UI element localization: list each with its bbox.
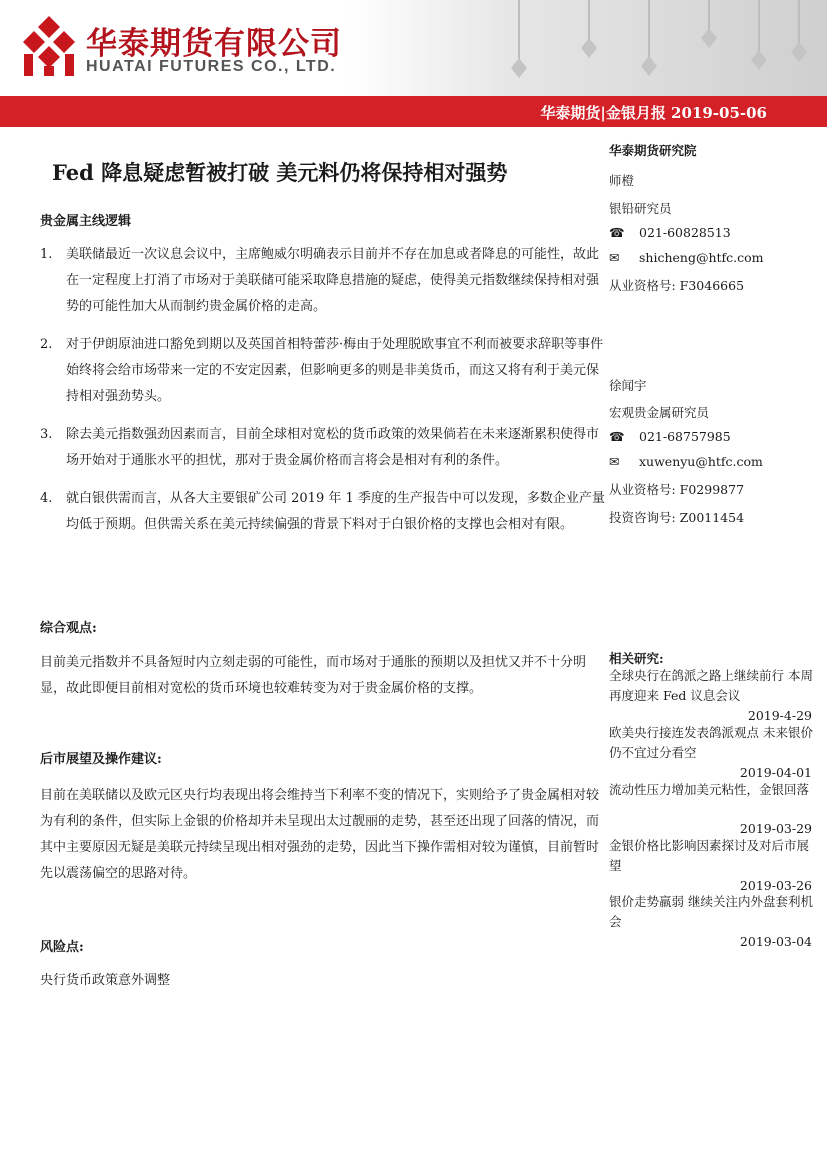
list-item — [40, 242, 610, 320]
outlook-text: 目前在美联储以及欧元区央行均表现出将会维持当下利率不变的情况下，实则给予了贵金属相对较为有利的条件，但实际上金银的价格却并未呈现出太过靓丽的走势，甚至还出现了回落的情况，而其中主要原因无疑是美联元持续呈现出相对强劲的走势，因此当下操作需相对较为谨慎，目前暂时先以震荡偏空的思路对待。 — [40, 788, 600, 881]
report-info-bar — [0, 96, 827, 127]
email-icon: ✉ — [609, 250, 620, 265]
analyst2-advisory: 投资咨询号: Z0011454 — [609, 510, 745, 525]
analyst2-license: 从业资格号: F0299877 — [609, 482, 745, 497]
analyst1-license: 从业资格号: F3046665 — [609, 278, 745, 293]
company-name-en: HUATAI FUTURES CO., LTD. — [86, 58, 337, 75]
related-item-date: 2019-03-04 — [739, 934, 812, 949]
huatai-logo-icon — [20, 14, 78, 76]
risk-text: 央行货币政策意外调整 — [40, 973, 171, 988]
logic-heading: 贵金属主线逻辑 — [40, 214, 132, 229]
related-item-date: 2019-03-29 — [739, 821, 812, 836]
analyst2-email-row — [609, 454, 763, 469]
list-number: 1. — [40, 247, 53, 262]
outlook-heading: 后市展望及操作建议: — [40, 752, 162, 767]
list-text: 除去美元指数强劲因素而言，目前全球相对宽松的货币政策的效果倘若在未来逐渐累积使得市场开始对于通胀水平的担忧，那对于贵金属价格而言将会是相对有利的条件。 — [66, 427, 600, 468]
related-item-date: 2019-4-29 — [747, 708, 812, 723]
risk-heading: 风险点: — [40, 940, 84, 955]
list-text: 美联储最近一次议息会议中，主席鲍威尔明确表示目前并不存在加息或者降息的可能性，故此在一定程度上打消了市场对于美联储可能采取降息措施的疑虑，使得美元指数继续保持相对强势的可能性加大从而制约贵金属价格的走高。 — [66, 247, 600, 314]
logic-list — [40, 242, 610, 538]
email-icon: ✉ — [609, 454, 620, 469]
analyst1-phone: 021-60828513 — [639, 225, 731, 240]
institute-name: 华泰期货研究院 — [609, 143, 697, 158]
list-number: 2. — [40, 337, 53, 352]
analyst2-role: 宏观贵金属研究员 — [609, 405, 710, 420]
header-decoration-icon — [497, 0, 827, 96]
analyst1-role: 银铅研究员 — [609, 201, 672, 216]
analyst1-name: 师橙 — [609, 173, 635, 188]
list-item — [40, 332, 610, 410]
analyst2-phone-row — [609, 429, 731, 444]
related-heading: 相关研究: — [609, 651, 664, 666]
list-text: 就白银供需而言，从各大主要银矿公司 2019 年 1 季度的生产报告中可以发现，多数企业产量均低于预期。但供需关系在美元持续偏强的背景下料对于白银价格的支撑也会相对有限。 — [66, 491, 605, 532]
related-item-title[interactable]: 欧美央行接连发表鸽派观点 未来银价仍不宜过分看空 — [609, 725, 813, 760]
list-item — [40, 422, 610, 474]
header-banner — [0, 0, 827, 96]
analyst1-email-row — [609, 250, 764, 265]
overview-heading: 综合观点: — [40, 621, 97, 636]
analyst2-name: 徐闻宇 — [609, 378, 647, 393]
report-info-text: 华泰期货|金银月报 2019-05-06 — [540, 104, 767, 122]
list-item — [40, 486, 610, 538]
overview-text: 目前美元指数并不具备短时内立刻走弱的可能性，而市场对于通胀的预期以及担忧又并不十分明显，故此即便目前相对宽松的货币环境也较难转变为对于贵金属价格的支撑。 — [40, 655, 587, 696]
analyst2-phone: 021-68757985 — [639, 429, 731, 444]
analyst1-email[interactable]: shicheng@htfc.com — [639, 250, 764, 265]
list-number: 4. — [40, 491, 53, 506]
analyst2-email[interactable]: xuwenyu@htfc.com — [639, 454, 763, 469]
related-item-date: 2019-04-01 — [739, 765, 812, 780]
related-item-title[interactable]: 银价走势羸弱 继续关注内外盘套利机会 — [609, 894, 813, 929]
related-item-title[interactable]: 全球央行在鸽派之路上继续前行 本周再度迎来 Fed 议息会议 — [609, 668, 813, 703]
list-number: 3. — [40, 427, 53, 442]
related-item-title[interactable]: 金银价格比影响因素探讨及对后市展望 — [609, 838, 810, 873]
company-name-cn: 华泰期货有限公司 — [86, 26, 342, 62]
list-text: 对于伊朗原油进口豁免到期以及英国首相特蕾莎·梅由于处理脱欧事宜不利而被要求辞职等事件始终将会给市场带来一定的不安定因素，但影响更多的则是非美货币，而这又将有利于美元保持相对强劲势头。 — [66, 337, 604, 404]
analyst1-phone-row — [609, 225, 731, 240]
related-item-title[interactable]: 流动性压力增加美元粘性，金银回落 — [609, 782, 810, 797]
related-item-date: 2019-03-26 — [739, 878, 812, 893]
report-title: Fed 降息疑虑暂被打破 美元料仍将保持相对强势 — [52, 160, 508, 185]
phone-icon: ☎ — [609, 429, 625, 444]
phone-icon: ☎ — [609, 225, 625, 240]
